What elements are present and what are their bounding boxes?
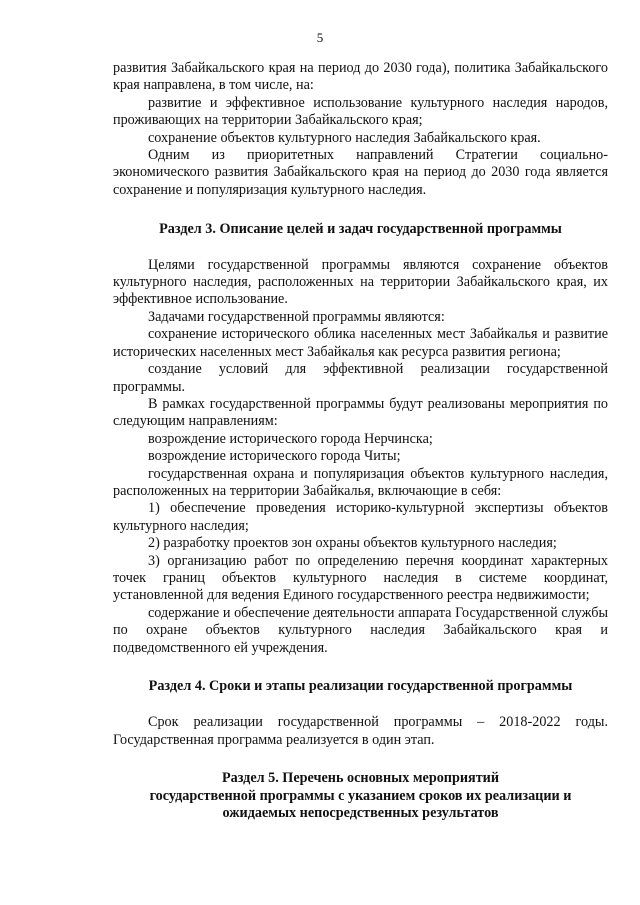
section-4-heading: Раздел 4. Сроки и этапы реализации государственной программы — [148, 678, 573, 694]
paragraph: сохранение исторического облика населенных мест Забайкалья и развитие исторических населенных мест Забайкалья как ресурса развития региона; — [113, 326, 608, 360]
paragraph: 1) обеспечение проведения историко-культурной экспертизы объектов культурного наследия; — [113, 500, 608, 534]
paragraph: В рамках государственной программы будут реализованы мероприятия по следующим направлениям: — [113, 395, 608, 430]
section-5-heading-line: Раздел 5. Перечень основных мероприятий — [221, 770, 500, 787]
paragraph: 3) организацию работ по определению перечня координат характерных точек границ объектов культурного наследия в системе координат, установленной для ведения Единого государственного реестра недвижимости; — [113, 552, 608, 604]
paragraph: государственная охрана и популяризация объектов культурного наследия, расположенных на территории Забайкалья, включающие в себя: — [113, 465, 608, 499]
section-5-heading — [113, 770, 608, 822]
paragraph: содержание и обеспечение деятельности аппарата Государственной службы по охране объектов культурного наследия Забайкальского края и подведомственного ей учреждения. — [113, 604, 608, 656]
paragraph: Одним из приоритетных направлений Стратегии социально-экономического развития Забайкальского края на период до 2030 года является сохранение и популяризация культурного наследия. — [113, 147, 608, 198]
paragraph: сохранение объектов культурного наследия Забайкальского края. — [148, 129, 541, 146]
page-content — [113, 60, 608, 822]
paragraph: развитие и эффективное использование культурного наследия народов, проживающих на территории Забайкальского края; — [113, 94, 608, 129]
paragraph: Срок реализации государственной программы – 2018-2022 годы. Государственная программа реализуется в один этап. — [113, 714, 608, 748]
paragraph: возрождение исторического города Читы; — [148, 448, 401, 465]
paragraph: возрождение исторического города Нерчинска; — [148, 430, 433, 447]
section-3-heading: Раздел 3. Описание целей и задач государственной программы — [159, 221, 562, 238]
paragraph: 2) разработку проектов зон охраны объектов культурного наследия; — [148, 535, 557, 552]
section-5-heading-line: ожидаемых непосредственных результатов — [222, 805, 499, 822]
paragraph: Задачами государственной программы являются: — [148, 308, 445, 325]
section-5-heading-line: государственной программы с указанием сроков их реализации и — [149, 787, 572, 804]
page-number: 5 — [316, 30, 324, 45]
paragraph: создание условий для эффективной реализации государственной программы. — [113, 361, 608, 395]
paragraph: Целями государственной программы являются сохранение объектов культурного наследия, расположенных на территории Забайкальского края, их эффективное использование. — [113, 256, 608, 308]
paragraph: развития Забайкальского края на период до 2030 года), политика Забайкальского края направлена, в том числе, на: — [113, 60, 608, 94]
